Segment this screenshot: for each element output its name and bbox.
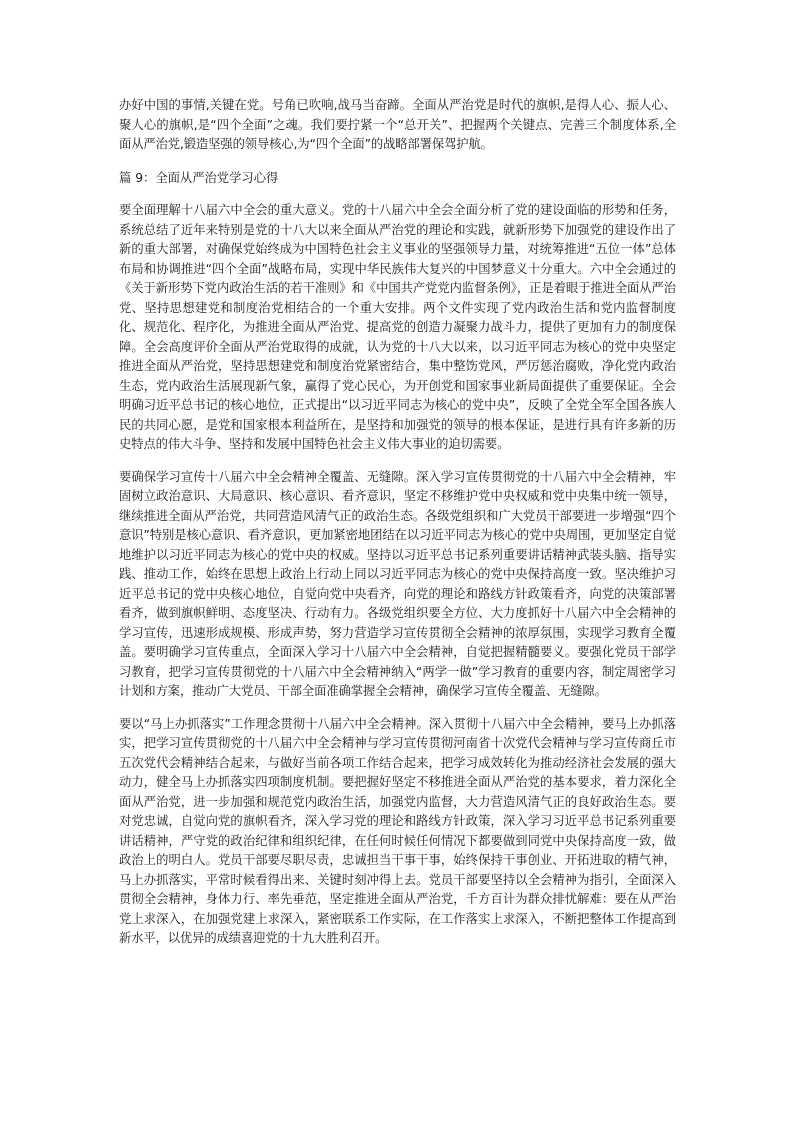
paragraph-3: 要确保学习宣传十八届六中全会精神全覆盖、无缝隙。深入学习宣传贯彻党的十八届六中全会精神，牢固树立政治意识、大局意识、核心意识、看齐意识，坚定不移维护党中央权威和党中央集中统一领导，继续推进全面从严治党，共同营造风清气正的政治生态。各级党组织和广大党员干部要进一步增强“四个意识”特别是核心意识、看齐意识，更加紧密地团结在以习近平同志为核心的党中央周围，更加坚定自觉地维护以习近平同志为核心的党中央的权威。坚持以习近平总书记系列重要讲话精神武装头脑、指导实践、推动工作，始终在思想上政治上行动上同以习近平同志为核心的党中央保持高度一致。坚决维护习近平总书记的党中央核心地位，自觉向党中央看齐，向党的理论和路线方针政策看齐，向党的决策部署看齐，做到旗帜鲜明、态度坚决、行动有力。各级党组织要全方位、大力度抓好十八届六中全会精神的学习宣传，迅速形成规模、形成声势，努力营造学习宣传贯彻全会精神的浓厚氛围，实现学习教育全覆盖。要明确学习宣传重点，全面深入学习十八届六中全会精神，自觉把握精髓要义。要强化党员干部学习教育，把学习宣传贯彻党的十八届六中全会精神纳入“两学一做”学习教育的重要内容，制定周密学习计划和方案，推动广大党员、干部全面准确掌握全会精神，确保学习宣传全覆盖、无缝隙。 [119,469,676,698]
paragraph-1: 办好中国的事情,关键在党。号角已吹响,战马当奋蹄。全面从严治党是时代的旗帜,是得人心、振人心、聚人心的旗帜,是“四个全面”之魂。我们要拧紧一个“总开关”、把握两个关键点、完善三个制度体系,全面从严治党,锻造坚强的领导核心,为“四个全面”的战略部署保驾护航。 [119,98,676,151]
paragraph-2: 要全面理解十八届六中全会的重大意义。党的十八届六中全会全面分析了党的建设面临的形势和任务，系统总结了近年来特别是党的十八大以来全面从严治党的理论和实践，就新形势下加强党的建设作出了新的重大部署，对确保党始终成为中国特色社会主义事业的坚强领导力量，对统筹推进“五位一体”总体布局和协调推进“四个全面”战略布局，实现中华民族伟大复兴的中国梦意义十分重大。六中全会通过的《关于新形势下党内政治生活的若干准则》和《中国共产党党内监督条例》，正是着眼于推进全面从严治党、坚持思想建党和制度治党相结合的一个重大安排。两个文件实现了党内政治生活和党内监督制度化、规范化、程序化，为推进全面从严治党、提高党的创造力凝聚力战斗力，提供了更加有力的制度保障。全会高度评价全面从严治党取得的成就，认为党的十八大以来，以习近平同志为核心的党中央坚定推进全面从严治党，坚持思想建党和制度治党紧密结合，集中整饬党风，严厉惩治腐败，净化党内政治生态，党内政治生活展现新气象，赢得了党心民心，为开创党和国家事业新局面提供了重要保证。全会明确习近平总书记的核心地位，正式提出“以习近平同志为核心的党中央”，反映了全党全军全国各族人民的共同心愿，是党和国家根本利益所在，是坚持和加强党的领导的根本保证，是进行具有许多新的历史特点的伟大斗争、坚持和发展中国特色社会主义伟大事业的迫切需要。 [119,203,676,451]
section-heading: 篇 9：全面从严治党学习心得 [119,170,279,185]
paragraph-4: 要以“马上办抓落实”工作理念贯彻十八届六中全会精神。深入贯彻十八届六中全会精神，要马上办抓落实，把学习宣传贯彻党的十八届六中全会精神与学习宣传贯彻河南省十次党代会精神与学习宣传商丘市五次党代会精神结合起来，与做好当前各项工作结合起来，把学习成效转化为推动经济社会发展的强大动力，健全马上办抓落实四项制度机制。要把握好坚定不移推进全面从严治党的基本要求，着力深化全面从严治党，进一步加强和规范党内政治生活，加强党内监督，大力营造风清气正的良好政治生态。要对党忠诚，自觉向党的旗帜看齐，深入学习党的理论和路线方针政策，深入学习习近平总书记系列重要讲话精神，严守党的政治纪律和组织纪律，在任何时候任何情况下都要做到同党中央保持高度一致，做政治上的明白人。党员干部要尽职尽责，忠诚担当干事干事，始终保持干事创业、开拓进取的精气神，马上办抓落实，平常时候看得出来、关键时刻冲得上去。党员干部要坚持以全会精神为指引，全面深入贯彻全会精神，身体力行、率先垂范，坚定推进全面从严治党，千方百计为群众排忧解难：要在从严治党上求深入，在加强党建上求深入，紧密联系工作实际，在工作落实上求深入，不断把整体工作提高到新水平，以优异的成绩喜迎党的十九大胜利召开。 [119,716,676,945]
document-page [119,96,676,949]
